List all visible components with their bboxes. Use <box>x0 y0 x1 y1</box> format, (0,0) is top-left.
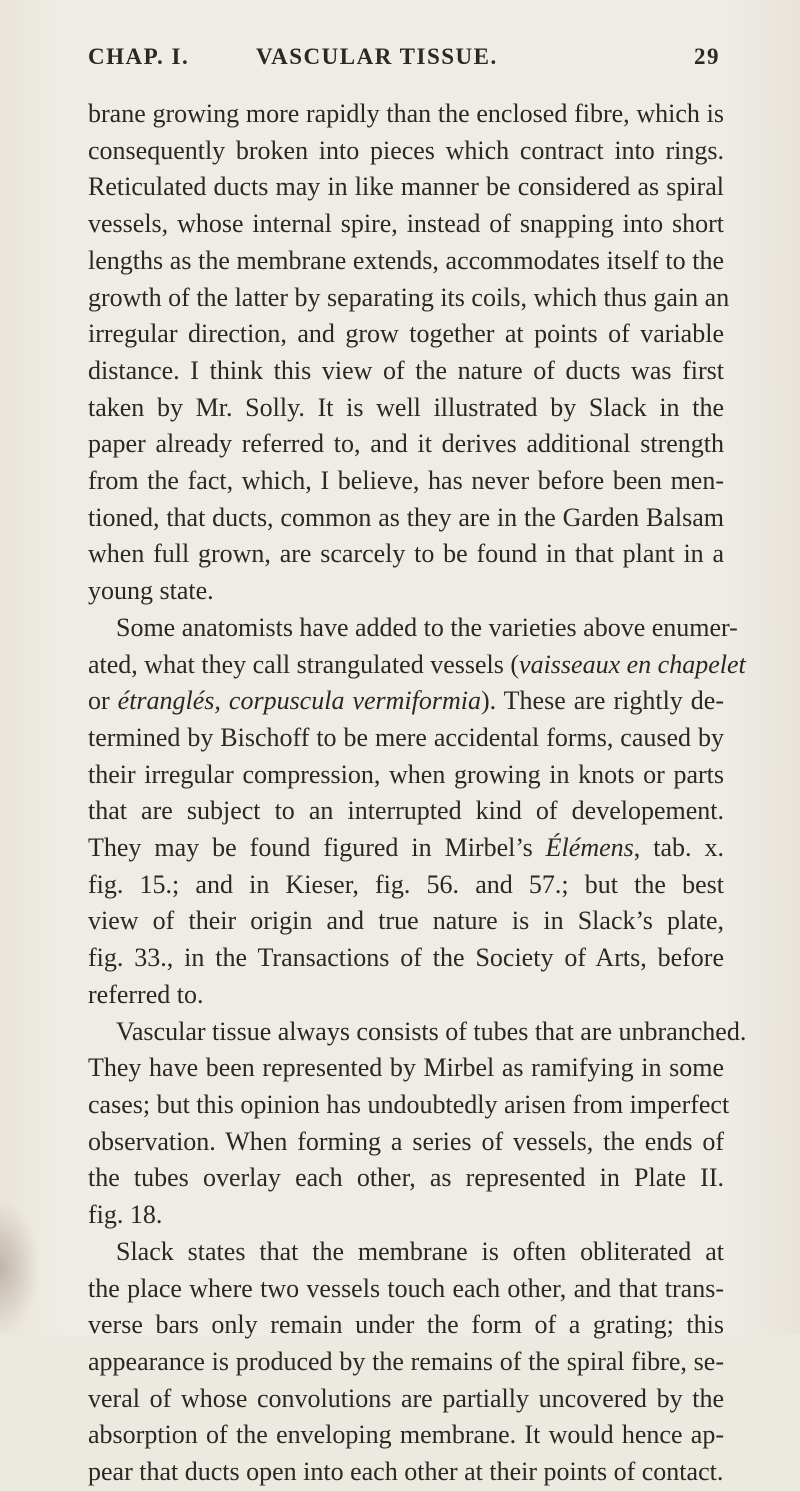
text-line: verse bars only remain under the form of a grating; this <box>88 1310 724 1340</box>
text-line: from the fact, which, I believe, has never before been men- <box>88 466 724 496</box>
text-run: ). These are rightly de- <box>480 686 724 716</box>
text-line: the tubes overlay each other, as represented in Plate II. <box>88 1163 724 1193</box>
page-number: 29 <box>694 44 720 69</box>
paragraph-4 <box>88 1234 724 1491</box>
text-line: consequently broken into pieces which contract into rings. <box>88 135 724 165</box>
body-text <box>88 96 747 1491</box>
text-line: when full grown, are scarcely to be found in that plant in a <box>88 539 724 569</box>
text-run: or <box>88 686 118 716</box>
text-line: young state. <box>88 576 214 606</box>
text-run: , tab. x. <box>633 833 724 863</box>
text-line: pear that ducts open into each other at their points of contact. <box>88 1457 724 1487</box>
text-line: their irregular compression, when growing in knots or parts <box>88 759 724 789</box>
text-run: They may be found figured in Mirbel’s <box>88 833 546 863</box>
text-line: fig. 15.; and in Kieser, fig. 56. and 57.; but the best <box>88 869 724 899</box>
text-line: the place where two vessels touch each other, and that trans- <box>88 1273 724 1303</box>
text-line: Some anatomists have added to the varieties above enumer- <box>116 612 738 642</box>
paragraph-3 <box>88 1014 747 1234</box>
text-line: cases; but this opinion has undoubtedly arisen from imperfect <box>88 1089 730 1119</box>
text-line: veral of whose convolutions are partially uncovered by the <box>88 1383 724 1413</box>
italic-run: étranglés, corpuscula vermiformia <box>117 686 481 716</box>
text-line: fig. 18. <box>88 1200 163 1230</box>
text-line: view of their origin and true nature is in Slack’s plate, <box>88 906 724 936</box>
italic-run: vaisseaux en chapelet <box>519 649 746 679</box>
running-header <box>88 44 720 84</box>
text-line: growth of the latter by separating its coils, which thus gain an <box>88 282 730 312</box>
text-line <box>88 683 724 720</box>
page-edge-stain <box>0 1200 40 1335</box>
text-line <box>88 647 746 684</box>
section-title: VASCULAR TISSUE. <box>256 44 498 69</box>
text-line: distance. I think this view of the nature of ducts was first <box>88 355 724 385</box>
text-line: absorption of the enveloping membrane. It would hence ap- <box>88 1420 724 1450</box>
paragraph-2 <box>88 610 746 1014</box>
text-line: They have been represented by Mirbel as ramifying in some <box>88 1053 724 1083</box>
text-line: fig. 33., in the Transactions of the Society of Arts, before <box>88 943 724 973</box>
text-line: brane growing more rapidly than the enclosed fibre, which is <box>88 99 724 128</box>
text-line: termined by Bischoff to be mere accidental forms, caused by <box>88 722 724 752</box>
text-line: Vascular tissue always consists of tubes that are unbranched. <box>116 1016 747 1046</box>
text-run: ated, what they call strangulated vessels ( <box>88 649 520 679</box>
text-line: vessels, whose internal spire, instead of snapping into short <box>88 209 724 239</box>
text-line: Slack states that the membrane is often obliterated at <box>116 1236 724 1266</box>
italic-run: Élémens <box>545 833 634 863</box>
text-line: appearance is produced by the remains of the spiral fibre, se- <box>88 1346 724 1376</box>
text-line <box>88 830 724 867</box>
chapter-label: CHAP. I. <box>88 44 190 69</box>
text-line: taken by Mr. Solly. It is well illustrated by Slack in the <box>88 392 724 422</box>
text-line: paper already referred to, and it derives additional strength <box>88 429 724 459</box>
text-line: tioned, that ducts, common as they are in the Garden Balsam <box>88 502 724 532</box>
text-line: Reticulated ducts may in like manner be considered as spiral <box>88 172 724 202</box>
text-line: that are subject to an interrupted kind of developement. <box>88 796 724 826</box>
paragraph-1 <box>88 96 730 610</box>
text-line: referred to. <box>88 979 204 1009</box>
text-line: lengths as the membrane extends, accommodates itself to the <box>88 245 724 275</box>
text-line: irregular direction, and grow together at points of variable <box>88 319 724 349</box>
text-line: observation. When forming a series of vessels, the ends of <box>88 1126 724 1156</box>
